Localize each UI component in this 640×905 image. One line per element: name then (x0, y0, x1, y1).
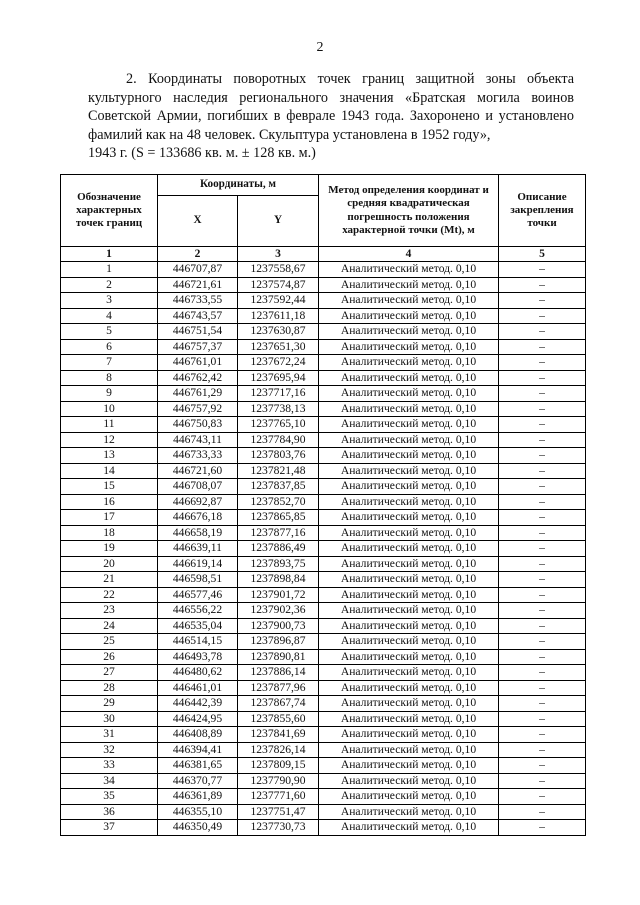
y-coordinate-cell: 1237784,90 (238, 432, 319, 448)
point-number-cell: 17 (61, 510, 158, 526)
description-cell: – (499, 463, 586, 479)
table-row (61, 649, 586, 665)
table-row (61, 339, 586, 355)
table-row (61, 634, 586, 650)
point-number-cell: 25 (61, 634, 158, 650)
method-cell: Аналитический метод. 0,10 (319, 587, 499, 603)
x-coordinate-cell: 446751,54 (158, 324, 238, 340)
table-row (61, 556, 586, 572)
x-coordinate-cell: 446619,14 (158, 556, 238, 572)
column-number: 1 (61, 247, 158, 262)
y-coordinate-cell: 1237893,75 (238, 556, 319, 572)
point-number-cell: 22 (61, 587, 158, 603)
point-number-cell: 3 (61, 293, 158, 309)
column-number: 5 (499, 247, 586, 262)
column-number: 3 (238, 247, 319, 262)
coordinates-table (60, 174, 586, 836)
method-cell: Аналитический метод. 0,10 (319, 820, 499, 836)
description-cell: – (499, 649, 586, 665)
y-coordinate-cell: 1237865,85 (238, 510, 319, 526)
description-cell: – (499, 603, 586, 619)
description-cell: – (499, 758, 586, 774)
point-number-cell: 12 (61, 432, 158, 448)
y-coordinate-cell: 1237826,14 (238, 742, 319, 758)
description-cell: – (499, 479, 586, 495)
x-coordinate-cell: 446761,01 (158, 355, 238, 371)
y-coordinate-cell: 1237592,44 (238, 293, 319, 309)
y-coordinate-cell: 1237900,73 (238, 618, 319, 634)
point-number-cell: 32 (61, 742, 158, 758)
point-number-cell: 16 (61, 494, 158, 510)
table-row (61, 355, 586, 371)
method-cell: Аналитический метод. 0,10 (319, 665, 499, 681)
point-number-cell: 19 (61, 541, 158, 557)
point-number-cell: 30 (61, 711, 158, 727)
table-row (61, 820, 586, 836)
method-cell: Аналитический метод. 0,10 (319, 634, 499, 650)
method-cell: Аналитический метод. 0,10 (319, 758, 499, 774)
x-coordinate-cell: 446424,95 (158, 711, 238, 727)
x-coordinate-cell: 446743,57 (158, 308, 238, 324)
table-row (61, 773, 586, 789)
point-number-cell: 27 (61, 665, 158, 681)
description-cell: – (499, 525, 586, 541)
description-cell: – (499, 680, 586, 696)
header-method: Метод определения координат и средняя квадратическая погрешность положения характерной точки (Mt), м (319, 175, 499, 247)
y-coordinate-cell: 1237886,49 (238, 541, 319, 557)
table-row (61, 417, 586, 433)
description-cell: – (499, 634, 586, 650)
table-row (61, 572, 586, 588)
table-row (61, 680, 586, 696)
table-row (61, 432, 586, 448)
x-coordinate-cell: 446535,04 (158, 618, 238, 634)
point-number-cell: 18 (61, 525, 158, 541)
method-cell: Аналитический метод. 0,10 (319, 479, 499, 495)
x-coordinate-cell: 446676,18 (158, 510, 238, 526)
method-cell: Аналитический метод. 0,10 (319, 262, 499, 278)
y-coordinate-cell: 1237852,70 (238, 494, 319, 510)
description-cell: – (499, 789, 586, 805)
method-cell: Аналитический метод. 0,10 (319, 804, 499, 820)
x-coordinate-cell: 446480,62 (158, 665, 238, 681)
table-row (61, 401, 586, 417)
method-cell: Аналитический метод. 0,10 (319, 727, 499, 743)
y-coordinate-cell: 1237695,94 (238, 370, 319, 386)
x-coordinate-cell: 446707,87 (158, 262, 238, 278)
header-y: Y (238, 196, 319, 247)
table-row (61, 727, 586, 743)
method-cell: Аналитический метод. 0,10 (319, 494, 499, 510)
method-cell: Аналитический метод. 0,10 (319, 742, 499, 758)
y-coordinate-cell: 1237717,16 (238, 386, 319, 402)
table-row (61, 510, 586, 526)
method-cell: Аналитический метод. 0,10 (319, 541, 499, 557)
description-cell: – (499, 355, 586, 371)
point-number-cell: 21 (61, 572, 158, 588)
table-row (61, 463, 586, 479)
point-number-cell: 26 (61, 649, 158, 665)
y-coordinate-cell: 1237730,73 (238, 820, 319, 836)
y-coordinate-cell: 1237651,30 (238, 339, 319, 355)
point-number-cell: 15 (61, 479, 158, 495)
y-coordinate-cell: 1237809,15 (238, 758, 319, 774)
x-coordinate-cell: 446692,87 (158, 494, 238, 510)
description-cell: – (499, 696, 586, 712)
description-cell: – (499, 773, 586, 789)
x-coordinate-cell: 446761,29 (158, 386, 238, 402)
x-coordinate-cell: 446361,89 (158, 789, 238, 805)
point-number-cell: 13 (61, 448, 158, 464)
table-row (61, 541, 586, 557)
method-cell: Аналитический метод. 0,10 (319, 649, 499, 665)
header-designation: Обозначение характерных точек границ (61, 175, 158, 247)
description-cell: – (499, 324, 586, 340)
point-number-cell: 23 (61, 603, 158, 619)
table-row (61, 804, 586, 820)
y-coordinate-cell: 1237901,72 (238, 587, 319, 603)
description-cell: – (499, 401, 586, 417)
method-cell: Аналитический метод. 0,10 (319, 525, 499, 541)
method-cell: Аналитический метод. 0,10 (319, 308, 499, 324)
point-number-cell: 5 (61, 324, 158, 340)
description-cell: – (499, 587, 586, 603)
description-cell: – (499, 618, 586, 634)
y-coordinate-cell: 1237558,67 (238, 262, 319, 278)
y-coordinate-cell: 1237672,24 (238, 355, 319, 371)
y-coordinate-cell: 1237896,87 (238, 634, 319, 650)
point-number-cell: 8 (61, 370, 158, 386)
description-cell: – (499, 494, 586, 510)
table-row (61, 711, 586, 727)
table-row (61, 479, 586, 495)
column-number: 4 (319, 247, 499, 262)
x-coordinate-cell: 446708,07 (158, 479, 238, 495)
point-number-cell: 24 (61, 618, 158, 634)
x-coordinate-cell: 446639,11 (158, 541, 238, 557)
y-coordinate-cell: 1237821,48 (238, 463, 319, 479)
description-cell: – (499, 510, 586, 526)
method-cell: Аналитический метод. 0,10 (319, 277, 499, 293)
point-number-cell: 7 (61, 355, 158, 371)
point-number-cell: 6 (61, 339, 158, 355)
point-number-cell: 4 (61, 308, 158, 324)
description-cell: – (499, 727, 586, 743)
method-cell: Аналитический метод. 0,10 (319, 324, 499, 340)
x-coordinate-cell: 446381,65 (158, 758, 238, 774)
y-coordinate-cell: 1237837,85 (238, 479, 319, 495)
x-coordinate-cell: 446370,77 (158, 773, 238, 789)
y-coordinate-cell: 1237886,14 (238, 665, 319, 681)
x-coordinate-cell: 446556,22 (158, 603, 238, 619)
y-coordinate-cell: 1237765,10 (238, 417, 319, 433)
intro-text (88, 70, 574, 163)
table-row (61, 293, 586, 309)
point-number-cell: 1 (61, 262, 158, 278)
point-number-cell: 36 (61, 804, 158, 820)
point-number-cell: 37 (61, 820, 158, 836)
description-cell: – (499, 417, 586, 433)
table-row (61, 386, 586, 402)
x-coordinate-cell: 446750,83 (158, 417, 238, 433)
table-row (61, 448, 586, 464)
description-cell: – (499, 277, 586, 293)
description-cell: – (499, 665, 586, 681)
method-cell: Аналитический метод. 0,10 (319, 339, 499, 355)
description-cell: – (499, 293, 586, 309)
description-cell: – (499, 308, 586, 324)
x-coordinate-cell: 446598,51 (158, 572, 238, 588)
x-coordinate-cell: 446394,41 (158, 742, 238, 758)
y-coordinate-cell: 1237867,74 (238, 696, 319, 712)
description-cell: – (499, 820, 586, 836)
y-coordinate-cell: 1237751,47 (238, 804, 319, 820)
point-number-cell: 14 (61, 463, 158, 479)
description-cell: – (499, 804, 586, 820)
method-cell: Аналитический метод. 0,10 (319, 432, 499, 448)
method-cell: Аналитический метод. 0,10 (319, 510, 499, 526)
x-coordinate-cell: 446757,92 (158, 401, 238, 417)
x-coordinate-cell: 446442,39 (158, 696, 238, 712)
method-cell: Аналитический метод. 0,10 (319, 696, 499, 712)
intro-last-line: 1943 г. (S = 133686 кв. м. ± 128 кв. м.) (88, 145, 316, 161)
y-coordinate-cell: 1237738,13 (238, 401, 319, 417)
point-number-cell: 29 (61, 696, 158, 712)
y-coordinate-cell: 1237611,18 (238, 308, 319, 324)
method-cell: Аналитический метод. 0,10 (319, 463, 499, 479)
table-body (61, 262, 586, 836)
y-coordinate-cell: 1237898,84 (238, 572, 319, 588)
y-coordinate-cell: 1237790,90 (238, 773, 319, 789)
x-coordinate-cell: 446350,49 (158, 820, 238, 836)
table-row (61, 277, 586, 293)
table-row (61, 370, 586, 386)
method-cell: Аналитический метод. 0,10 (319, 789, 499, 805)
point-number-cell: 9 (61, 386, 158, 402)
point-number-cell: 35 (61, 789, 158, 805)
method-cell: Аналитический метод. 0,10 (319, 711, 499, 727)
x-coordinate-cell: 446733,33 (158, 448, 238, 464)
header-x: X (158, 196, 238, 247)
y-coordinate-cell: 1237574,87 (238, 277, 319, 293)
y-coordinate-cell: 1237771,60 (238, 789, 319, 805)
method-cell: Аналитический метод. 0,10 (319, 680, 499, 696)
description-cell: – (499, 448, 586, 464)
point-number-cell: 20 (61, 556, 158, 572)
table-row (61, 587, 586, 603)
description-cell: – (499, 339, 586, 355)
table-row (61, 618, 586, 634)
x-coordinate-cell: 446408,89 (158, 727, 238, 743)
table-row (61, 494, 586, 510)
x-coordinate-cell: 446658,19 (158, 525, 238, 541)
description-cell: – (499, 742, 586, 758)
method-cell: Аналитический метод. 0,10 (319, 556, 499, 572)
description-cell: – (499, 370, 586, 386)
point-number-cell: 11 (61, 417, 158, 433)
header-description: Описание закрепления точки (499, 175, 586, 247)
point-number-cell: 34 (61, 773, 158, 789)
x-coordinate-cell: 446461,01 (158, 680, 238, 696)
x-coordinate-cell: 446721,61 (158, 277, 238, 293)
table-row (61, 742, 586, 758)
method-cell: Аналитический метод. 0,10 (319, 293, 499, 309)
x-coordinate-cell: 446577,46 (158, 587, 238, 603)
column-number: 2 (158, 247, 238, 262)
description-cell: – (499, 572, 586, 588)
y-coordinate-cell: 1237890,81 (238, 649, 319, 665)
x-coordinate-cell: 446743,11 (158, 432, 238, 448)
point-number-cell: 2 (61, 277, 158, 293)
y-coordinate-cell: 1237855,60 (238, 711, 319, 727)
description-cell: – (499, 432, 586, 448)
x-coordinate-cell: 446757,37 (158, 339, 238, 355)
point-number-cell: 10 (61, 401, 158, 417)
x-coordinate-cell: 446733,55 (158, 293, 238, 309)
table-row (61, 789, 586, 805)
table-row (61, 603, 586, 619)
y-coordinate-cell: 1237841,69 (238, 727, 319, 743)
table-row (61, 262, 586, 278)
description-cell: – (499, 556, 586, 572)
point-number-cell: 33 (61, 758, 158, 774)
method-cell: Аналитический метод. 0,10 (319, 773, 499, 789)
header-coordinates: Координаты, м (158, 175, 319, 196)
table-row (61, 696, 586, 712)
x-coordinate-cell: 446493,78 (158, 649, 238, 665)
x-coordinate-cell: 446762,42 (158, 370, 238, 386)
column-numbers-row (61, 247, 586, 262)
method-cell: Аналитический метод. 0,10 (319, 401, 499, 417)
method-cell: Аналитический метод. 0,10 (319, 355, 499, 371)
method-cell: Аналитический метод. 0,10 (319, 370, 499, 386)
x-coordinate-cell: 446355,10 (158, 804, 238, 820)
method-cell: Аналитический метод. 0,10 (319, 417, 499, 433)
y-coordinate-cell: 1237877,96 (238, 680, 319, 696)
page-number: 2 (316, 40, 324, 55)
x-coordinate-cell: 446514,15 (158, 634, 238, 650)
method-cell: Аналитический метод. 0,10 (319, 603, 499, 619)
point-number-cell: 28 (61, 680, 158, 696)
description-cell: – (499, 541, 586, 557)
table-row (61, 324, 586, 340)
intro-paragraph: 2. Координаты поворотных точек границ защитной зоны объекта культурного наследия регионального значения «Братская могила воинов Советской Армии, погибших в феврале 1943 года. Захоронено и установлено фамилий как на 48 человек. Скульптура установлена в 1952 году», (88, 71, 574, 143)
table-row (61, 525, 586, 541)
y-coordinate-cell: 1237902,36 (238, 603, 319, 619)
method-cell: Аналитический метод. 0,10 (319, 618, 499, 634)
y-coordinate-cell: 1237877,16 (238, 525, 319, 541)
description-cell: – (499, 711, 586, 727)
point-number-cell: 31 (61, 727, 158, 743)
description-cell: – (499, 262, 586, 278)
y-coordinate-cell: 1237803,76 (238, 448, 319, 464)
x-coordinate-cell: 446721,60 (158, 463, 238, 479)
method-cell: Аналитический метод. 0,10 (319, 386, 499, 402)
method-cell: Аналитический метод. 0,10 (319, 448, 499, 464)
y-coordinate-cell: 1237630,87 (238, 324, 319, 340)
table-row (61, 308, 586, 324)
table-row (61, 665, 586, 681)
method-cell: Аналитический метод. 0,10 (319, 572, 499, 588)
table-row (61, 758, 586, 774)
description-cell: – (499, 386, 586, 402)
